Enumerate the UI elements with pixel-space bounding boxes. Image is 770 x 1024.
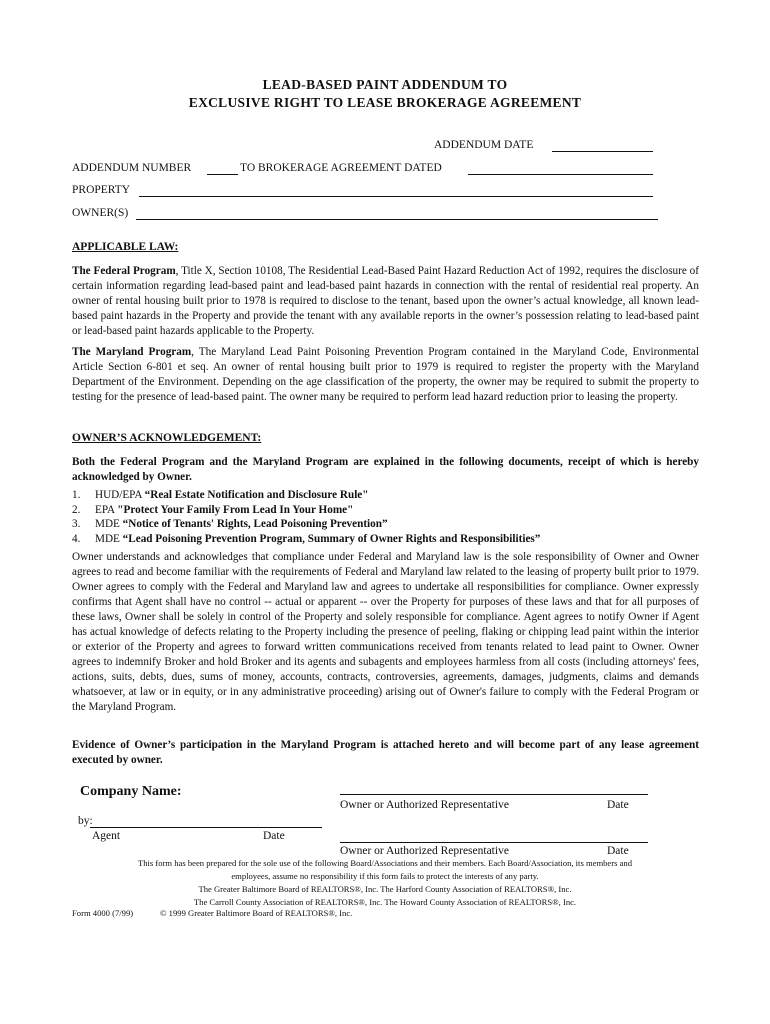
brokerage-agreement-dated-label: TO BROKERAGE AGREEMENT DATED <box>240 162 442 174</box>
document-title-line-2: EXCLUSIVE RIGHT TO LEASE BROKERAGE AGREEMENT <box>188 95 582 110</box>
list-number: 1. <box>72 489 81 501</box>
federal-program-lead: The Federal Program <box>72 265 176 277</box>
maryland-program-lead: The Maryland Program <box>72 346 192 358</box>
list-number: 2. <box>72 503 81 516</box>
list-item <box>72 517 540 532</box>
brokerage-agreement-date-field[interactable] <box>468 174 653 175</box>
document-title: “Real Estate Notification and Disclosure Rule" <box>144 489 369 501</box>
document-title-line-1: LEAD-BASED PAINT ADDENDUM TO <box>262 77 508 92</box>
footer-associations-line-1: The Greater Baltimore Board of REALTORS®, Inc. The Harford County Association of REALTORS®, Inc. <box>198 884 572 894</box>
document-agency: EPA <box>95 503 118 516</box>
agent-label: Agent <box>92 830 121 842</box>
maryland-program-text: , The Maryland Lead Paint Poisoning Prevention Program contained in the Maryland Code, Environmental Article Section 6-801 et seq. An owner of rental housing built prior to 1979 is required to register the property with the Maryland Department of the Environment. Depending on the age classification of the property, the owner may be required to submit the property to testing for the presence of lead-based paint. The owner many be required to perform lead hazard reduction prior to leasing the property. <box>72 346 699 403</box>
owner-rep-label-2: Owner or Authorized Representative <box>340 845 509 857</box>
federal-program-paragraph <box>72 264 699 339</box>
agent-date-label: Date <box>263 830 285 842</box>
document-title: "Protect Your Family From Lead In Your Home" <box>117 503 354 516</box>
company-name-label: Company Name: <box>80 784 182 799</box>
owner-signature-line-1[interactable] <box>340 794 648 795</box>
document-agency: MDE <box>95 518 123 530</box>
list-item <box>72 503 540 518</box>
footer-associations-line-2: The Carroll County Association of REALTORS®, Inc. The Howard County Association of REALTORS®, Inc. <box>193 897 577 907</box>
document-agency: MDE <box>95 532 123 545</box>
document-title: “Notice of Tenants' Rights, Lead Poisoning Prevention” <box>122 518 388 530</box>
footer-disclaimer-line-2: employees, assume no responsibility if this form fails to protect the interests of any party. <box>231 871 539 881</box>
owners-field[interactable] <box>136 219 658 220</box>
footer-disclaimer-line-1: This form has been prepared for the sole use of the following Board/Associations and their members. Each Board/Association, its members and <box>137 858 632 868</box>
owners-acknowledgement-heading: OWNER’S ACKNOWLEDGEMENT: <box>72 432 262 444</box>
addendum-date-label: ADDENDUM DATE <box>434 139 534 151</box>
owner-rep-label-1: Owner or Authorized Representative <box>340 799 509 811</box>
list-number: 4. <box>72 532 81 545</box>
document-title: “Lead Poisoning Prevention Program, Summary of Owner Rights and Responsibilities” <box>122 532 541 545</box>
property-field[interactable] <box>139 196 653 197</box>
evidence-statement: Evidence of Owner’s participation in the Maryland Program is attached hereto and will become part of any lease agreement executed by owner. <box>72 739 699 766</box>
owners-label: OWNER(S) <box>72 207 129 219</box>
compliance-paragraph: Owner understands and acknowledges that compliance under Federal and Maryland law is the sole responsibility of Owner and Owner agrees to read and become familiar with the requirements of Federal and Maryland law related to the leasing of property built prior to 1979. Owner agrees to comply with the Federal and Maryland law and agrees to undertake all responsibilities for compliance. Owner expressly confirms that Agent shall have no control -- actual or apparent -- over the Property for purposes of these laws and that for all purposes of these laws, Owner shall be solely in control of the Property and solely responsible for compliance. Agent agrees to notify Owner if Agent has actual knowledge of defects relating to the Property including the presence of peeling, flaking or chipping lead paint within the interior or exterior of the Property and agrees to forward written communications received from tenants related to lead paint to Owner. Owner agrees to indemnify Broker and hold Broker and its agents and subagents and employees harmless from all costs (including attorneys' fees, actions, suits, debts, dues, sums of money, accounts, contracts, controversies, agreements, damages, judgments, claims and demands whatsoever, at law or in equity, or in any administrative proceeding) arising out of Owner's failure to comply with the Federal Program or the Maryland Program. <box>72 551 699 713</box>
addendum-number-label: ADDENDUM NUMBER <box>72 162 192 174</box>
addendum-date-field[interactable] <box>552 151 653 152</box>
list-number: 3. <box>72 518 81 530</box>
owner-date-label-1: Date <box>607 799 629 811</box>
acknowledgement-intro: Both the Federal Program and the Maryland Program are explained in the following documents, receipt of which is hereby acknowledged by Owner. <box>72 456 699 483</box>
documents-list <box>72 488 540 546</box>
applicable-law-heading: APPLICABLE LAW: <box>72 241 179 253</box>
form-number: Form 4000 (7/99) <box>72 908 134 918</box>
list-item <box>72 532 540 547</box>
copyright-notice: © 1999 Greater Baltimore Board of REALTORS®, Inc. <box>160 908 353 918</box>
owner-signature-line-2[interactable] <box>340 842 648 843</box>
by-label: by: <box>78 815 93 827</box>
agent-signature-line[interactable] <box>90 827 322 828</box>
federal-program-text: , Title X, Section 10108, The Residential Lead-Based Paint Hazard Reduction Act of 1992, requires the disclosure of certain information regarding lead-based paint and lead-based paint hazards in connection with the rental of residential real property. An owner of rental housing built prior to 1978 is required to disclose to the tenant, based upon the owner’s actual knowledge, all known lead-based paint hazards in the Property and provide the tenant with any available reports in the owner’s possession relating to lead-based paint or lead-based paint hazards applicable to the Property. <box>72 265 700 337</box>
addendum-number-field[interactable] <box>207 174 238 175</box>
list-item <box>72 488 540 503</box>
owner-date-label-2: Date <box>607 845 629 857</box>
property-label: PROPERTY <box>72 184 131 196</box>
maryland-program-paragraph <box>72 345 699 405</box>
document-agency: HUD/EPA <box>95 489 145 501</box>
